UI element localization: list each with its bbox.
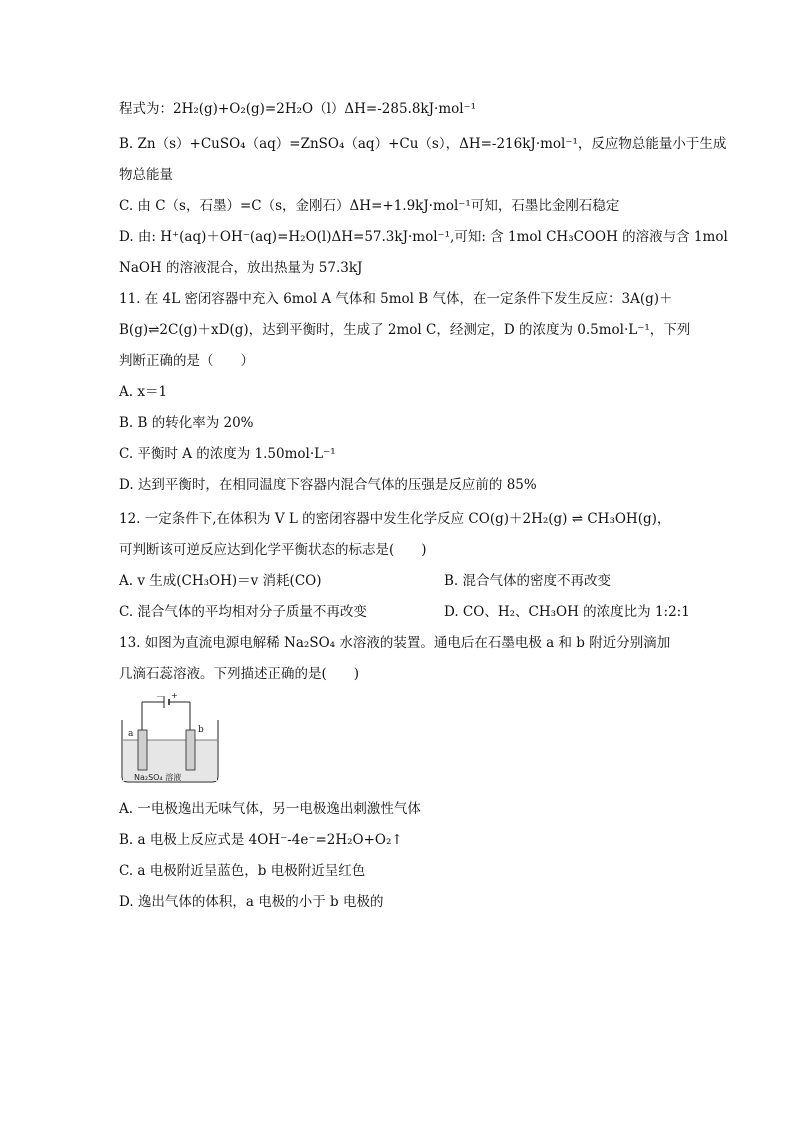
q12-stem-line1: 12. 一定条件下,在体积为 V L 的密闭容器中发生化学反应 CO(g)＋2H₂(g) ⇌ CH₃OH(g)，: [119, 511, 671, 527]
q13-stem-line2: 几滴石蕊溶液。下列描述正确的是( ): [119, 666, 360, 682]
q11-stem-line2: B(g)⇌2C(g)＋xD(g)，达到平衡时，生成了 2mol C，经测定，D 的浓度为 0.5mol·L⁻¹，下列: [119, 322, 691, 338]
q11-stem-line3: 判断正确的是（ ）: [119, 353, 254, 369]
q11-stem-line1: 11. 在 4L 密闭容器中充入 6mol A 气体和 5mol B 气体，在一定条件下发生反应：3A(g)＋: [119, 291, 673, 307]
q10-option-c: C. 由 C（s，石墨）=C（s，金刚石）ΔH=+1.9kJ·mol⁻¹可知，石墨比金刚石稳定: [119, 198, 620, 214]
q13-option-a: A. 一电极逸出无味气体，另一电极逸出刺激性气体: [119, 801, 421, 817]
previous-option-tail: 程式为：2H₂(g)+O₂(g)=2H₂O（l）ΔH=-285.8kJ·mol⁻¹: [119, 101, 477, 117]
q10-option-b-line1: B. Zn（s）+CuSO₄（aq）=ZnSO₄（aq）+Cu（s），ΔH=-216kJ·mol⁻¹，反应物总能量小于生成: [119, 136, 727, 152]
plus-sign: +: [171, 691, 178, 700]
q11-option-b: B. B 的转化率为 20%: [119, 415, 254, 431]
q10-option-b-line2: 物总能量: [119, 167, 173, 183]
q13-option-b: B. a 电极上反应式是 4OH⁻-4e⁻=2H₂O+O₂↑: [119, 832, 403, 848]
q13-option-d: D. 逸出气体的体积，a 电极的小于 b 电极的: [119, 894, 384, 910]
minus-sign: －: [156, 692, 164, 701]
q12-option-d: D. CO、H₂、CH₃OH 的浓度比为 1:2:1: [444, 604, 690, 620]
q13-stem-line1: 13. 如图为直流电源电解稀 Na₂SO₄ 水溶液的装置。通电后在石墨电极 a 和 b 附近分别滴加: [119, 635, 671, 651]
q12-option-c: C. 混合气体的平均相对分子质量不再改变: [119, 604, 367, 620]
q11-option-c: C. 平衡时 A 的浓度为 1.50mol·L⁻¹: [119, 446, 336, 462]
q12-option-b: B. 混合气体的密度不再改变: [444, 573, 612, 589]
q12-stem-line2: 可判断该可逆反应达到化学平衡状态的标志是( ): [119, 542, 427, 558]
electrode-b-label: b: [198, 725, 204, 735]
q12-option-a: A. v 生成(CH₃OH)＝v 消耗(CO): [119, 573, 322, 589]
q11-option-a: A. x＝1: [119, 384, 168, 400]
q13-option-c: C. a 电极附近呈蓝色，b 电极附近呈红色: [119, 863, 366, 879]
q10-option-d-line1: D. 由: H⁺(aq)＋OH⁻(aq)=H₂O(l)ΔH=57.3kJ·mol⁻¹,可知: 含 1mol CH₃COOH 的溶液与含 1mol: [119, 229, 728, 245]
q11-option-d: D. 达到平衡时，在相同温度下容器内混合气体的压强是反应前的 85%: [119, 477, 537, 493]
electrode-a-label: a: [128, 729, 134, 739]
electrolysis-apparatus-figure: [120, 690, 220, 785]
solution-label: Na₂SO₄ 溶液: [134, 773, 182, 782]
q10-option-d-line2: NaOH 的溶液混合，放出热量为 57.3kJ: [119, 260, 363, 276]
